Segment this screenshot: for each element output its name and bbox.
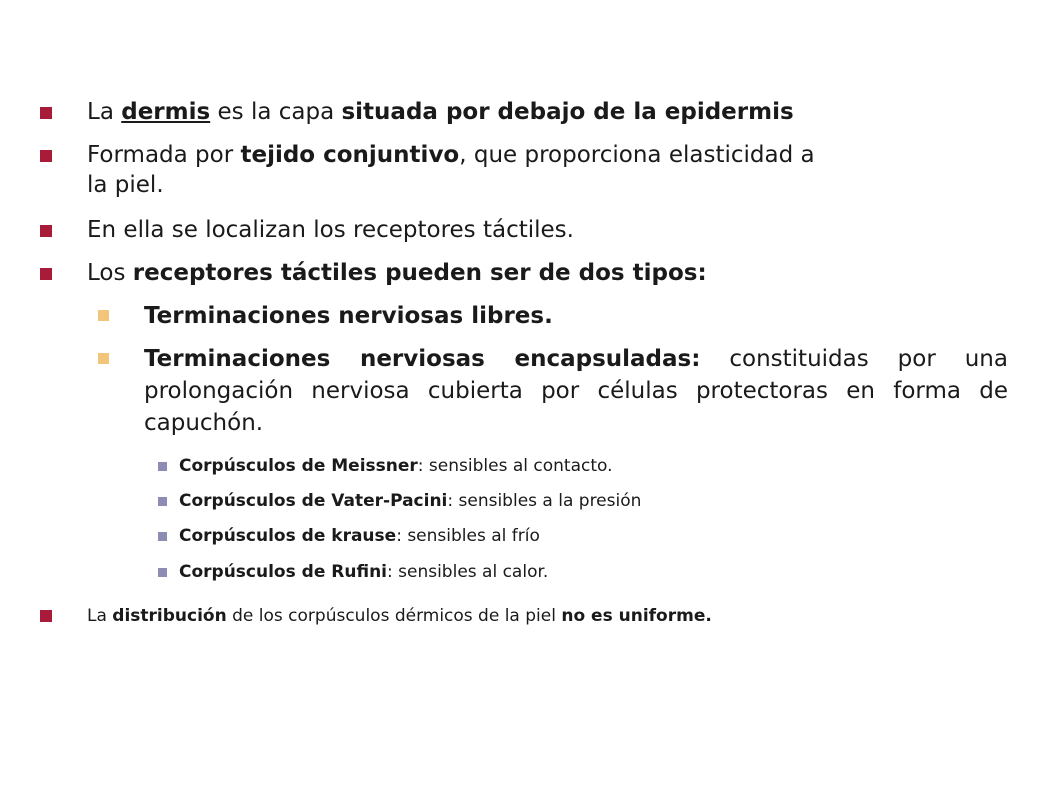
- bullet-item-5: [40, 605, 1040, 627]
- bullet-item-4: [40, 258, 980, 288]
- bullet-text: Corpúsculos de Rufini: sensibles al calor.: [179, 562, 549, 582]
- sub-sub-bullet-item-3: [158, 525, 998, 547]
- bullet-item-2: [40, 140, 840, 200]
- sub-sub-bullet-item-4: [158, 561, 998, 583]
- square-bullet-icon: [40, 150, 52, 162]
- bullet-item-1: [40, 97, 980, 127]
- square-bullet-icon: [40, 610, 52, 622]
- square-bullet-icon: [98, 353, 109, 364]
- bullet-text: Corpúsculos de Meissner: sensibles al contacto.: [179, 456, 613, 476]
- square-bullet-icon: [158, 462, 167, 471]
- square-bullet-icon: [40, 107, 52, 119]
- square-bullet-icon: [158, 532, 167, 541]
- sub-sub-bullet-item-1: [158, 455, 998, 477]
- square-bullet-icon: [40, 225, 52, 237]
- bullet-text: En ella se localizan los receptores táctiles.: [87, 217, 574, 243]
- square-bullet-icon: [158, 568, 167, 577]
- bullet-text: Corpúsculos de Vater-Pacini: sensibles a la presión: [179, 491, 642, 511]
- bullet-text: Terminaciones nerviosas encapsuladas: constituidas por una prolongación nerviosa cubierta por células protectoras en forma de capuchón.: [144, 346, 1008, 436]
- sub-bullet-item-1: [98, 300, 1008, 332]
- bullet-text: La distribución de los corpúsculos dérmicos de la piel no es uniforme.: [87, 606, 712, 626]
- sub-bullet-item-2: [98, 343, 1008, 439]
- bullet-text: Terminaciones nerviosas libres.: [144, 303, 553, 329]
- bullet-text: Los receptores táctiles pueden ser de dos tipos:: [87, 260, 707, 286]
- bullet-text: Formada por tejido conjuntivo, que proporciona elasticidad a la piel.: [87, 142, 815, 198]
- bullet-item-3: [40, 215, 980, 245]
- square-bullet-icon: [40, 268, 52, 280]
- square-bullet-icon: [158, 497, 167, 506]
- bullet-text: La dermis es la capa situada por debajo de la epidermis: [87, 99, 794, 125]
- square-bullet-icon: [98, 310, 109, 321]
- sub-sub-bullet-item-2: [158, 490, 998, 512]
- bullet-text: Corpúsculos de krause: sensibles al frío: [179, 526, 540, 546]
